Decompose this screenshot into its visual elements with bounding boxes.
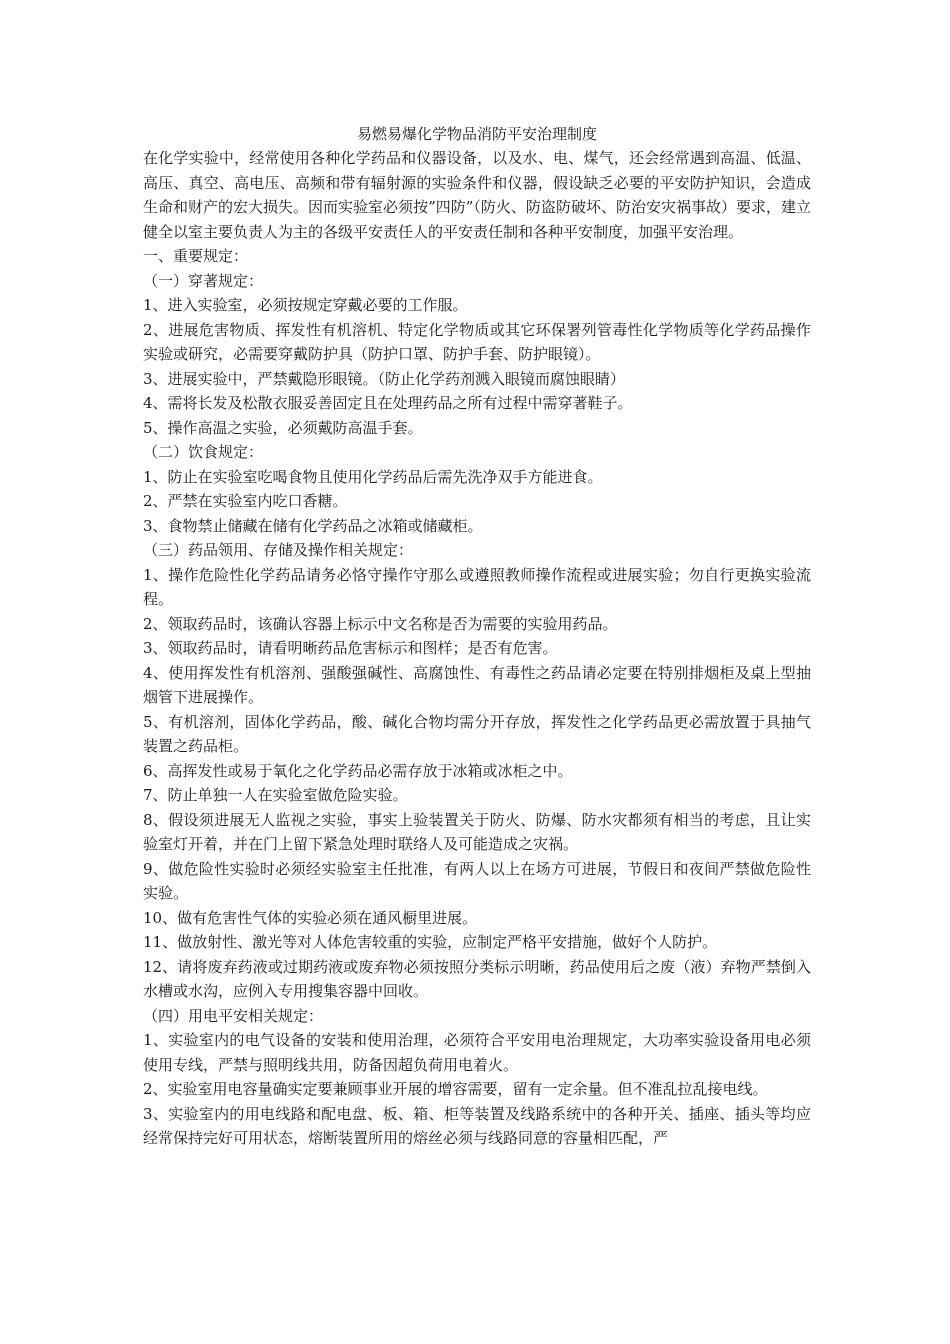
- list-item: 8、假设须进展无人监视之实验，事实上验装置关于防火、防爆、防水灾都须有相当的考虑，且让实验室灯开着，并在门上留下紧急处理时联络人及可能造成之灾祸。: [143, 810, 811, 853]
- subsection-heading: （二）饮食规定：: [143, 443, 264, 461]
- list-item: 5、有机溶剂，固体化学药品，酸、碱化合物均需分开存放，挥发性之化学药品更必需放置于具抽气装置之药品柜。: [143, 712, 811, 755]
- list-item: 1、防止在实验室吃喝食物且使用化学药品后需先洗净双手方能进食。: [143, 467, 603, 486]
- document-page: [143, 122, 811, 1151]
- list-item: 4、需将长发及松散衣服妥善固定且在处理药品之所有过程中需穿著鞋子。: [143, 394, 633, 412]
- list-item: 3、领取药品时，请看明晰药品危害标示和图样；是否有危害。: [143, 639, 558, 657]
- document-body: [143, 146, 811, 1151]
- list-item: 10、做有危害性气体的实验必须在通风橱里进展。: [143, 908, 478, 927]
- list-item: 4、使用挥发性有机溶剂、强酸强碱性、高腐蚀性、有毒性之药品请必定要在特别排烟柜及桌上型抽烟管下进展操作。: [143, 663, 811, 706]
- list-item: 1、实验室内的电气设备的安装和使用治理，必须符合平安用电治理规定，大功率实验设备用电必须使用专线，严禁与照明线共用，防备因超负荷用电着火。: [143, 1031, 811, 1074]
- list-item: 6、高挥发性或易于氧化之化学药品必需存放于冰箱或冰柜之中。: [143, 761, 573, 780]
- section-heading: 一、重要规定：: [143, 247, 249, 265]
- subsection-heading: （三）药品领用、存储及操作相关规定：: [143, 541, 414, 559]
- subsection-heading: （四）用电平安相关规定：: [143, 1006, 324, 1025]
- list-item: 3、实验室内的用电线路和配电盘、板、箱、柜等装置及线路系统中的各种开关、插座、插头等均应经常保持完好可用状态，熔断装置所用的熔丝必须与线路同意的容量相匹配，严: [143, 1104, 811, 1147]
- list-item: 12、请将废弃药液或过期药液或废弃物必须按照分类标示明晰，药品使用后之废（液）弃物严禁倒入水槽或水沟，应例入专用搜集容器中回收。: [143, 957, 811, 1000]
- list-item: 9、做危险性实验时必须经实验室主任批准，有两人以上在场方可进展，节假日和夜间严禁做危险性实验。: [143, 859, 811, 902]
- document-title: 易燃易爆化学物品消防平安治理制度: [356, 125, 597, 143]
- subsection-heading: （一）穿著规定：: [143, 271, 264, 290]
- paragraph-intro: 在化学实验中，经常使用各种化学药品和仪器设备，以及水、电、煤气，还会经常遇到高温、低温、高压、真空、高电压、高频和带有辐射源的实验条件和仪器，假设缺乏必要的平安防护知识，会造成生命和财产的宏大损失。因而实验室必须按”四防”（防火、防盗防破坏、防治安灾祸事故）要求，建立健全以室主要负责人为主的各级平安责任人的平安责任制和各种平安制度，加强平安治理。: [143, 149, 811, 241]
- list-item: 3、食物禁止储藏在储有化学药品之冰箱或储藏柜。: [143, 516, 483, 535]
- list-item: 2、实验室用电容量确实定要兼顾事业开展的增容需要，留有一定余量。但不准乱拉乱接电线。: [143, 1080, 768, 1098]
- list-item: 1、进入实验室，必须按规定穿戴必要的工作服。: [143, 296, 468, 314]
- list-item: 2、严禁在实验室内吃口香糖。: [143, 492, 348, 510]
- list-item: 2、领取药品时，该确认容器上标示中文名称是否为需要的实验用药品。: [143, 614, 618, 633]
- list-item: 11、做放射性、激光等对人体危害较重的实验，应制定严格平安措施，做好个人防护。: [143, 933, 718, 951]
- list-item: 2、进展危害物质、挥发性有机溶机、特定化学物质或其它环保署列管毒性化学物质等化学药品操作实验或研究，必需要穿戴防护具（防护口罩、防护手套、防护眼镜）。: [143, 320, 811, 363]
- list-item: 3、进展实验中，严禁戴隐形眼镜。（防止化学药剂溅入眼镜而腐蚀眼睛）: [143, 369, 626, 388]
- list-item: 7、防止单独一人在实验室做危险实验。: [143, 786, 408, 804]
- list-item: 5、操作高温之实验，必须戴防高温手套。: [143, 418, 423, 437]
- list-item: 1、操作危险性化学药品请务必恪守操作守那么或遵照教师操作流程或进展实验；勿自行更换实验流程。: [143, 565, 811, 608]
